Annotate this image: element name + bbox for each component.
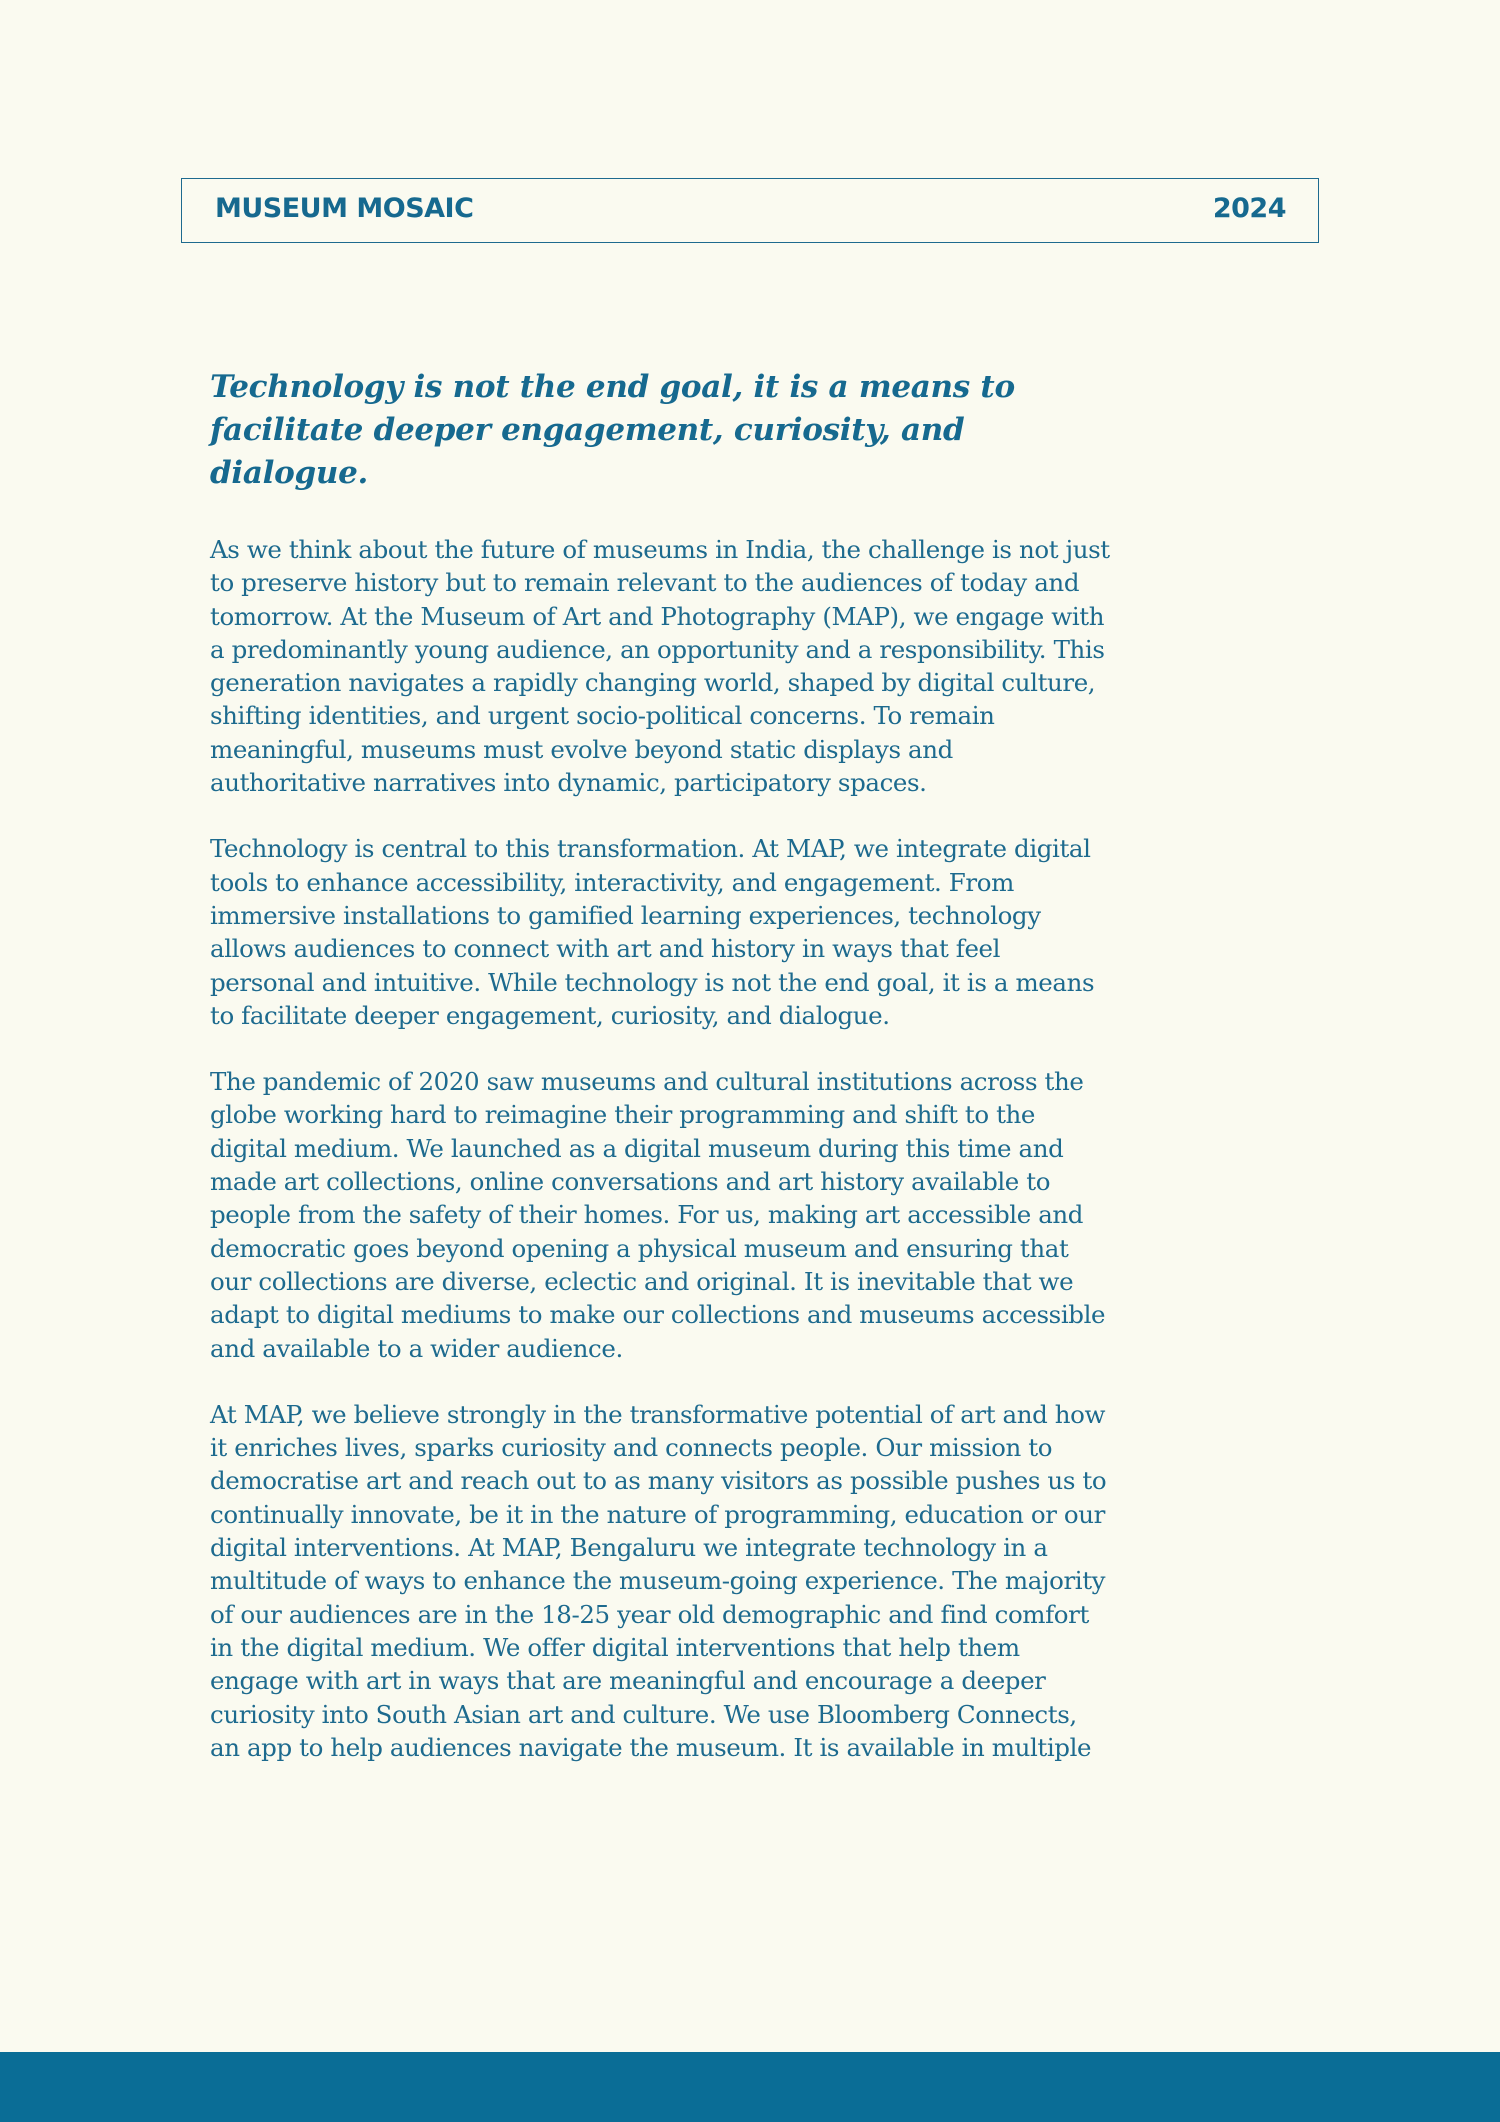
article-body bbox=[210, 366, 1110, 1797]
paragraph-1: As we think about the future of museums in India, the challenge is not just to preserve history but to remain relevant to the audiences of today and tomorrow. At the Museum of Art and Photography (MAP), we engage with a predominantly young audience, an opportunity and a responsibility. This generation navigates a rapidly changing world, shaped by digital culture, shifting identities, and urgent socio-political concerns. To remain meaningful, museums must evolve beyond static displays and authoritative narratives into dynamic, participatory spaces. bbox=[210, 535, 1110, 798]
publication-year: 2024 bbox=[1212, 193, 1286, 224]
publication-title: MUSEUM MOSAIC bbox=[215, 193, 474, 224]
header-box bbox=[181, 178, 1319, 243]
pull-quote: Technology is not the end goal, it is a means to facilitate deeper engagement, curiosity, and dialogue. bbox=[210, 369, 1015, 491]
paragraph-2: Technology is central to this transformation. At MAP, we integrate digital tools to enhance accessibility, interactivity, and engagement. From immersive installations to gamified learning experiences, technology allows audiences to connect with art and history in ways that feel personal and intuitive. While technology is not the end goal, it is a means to facilitate deeper engagement, curiosity, and dialogue. bbox=[210, 834, 1095, 1030]
footer-bar bbox=[0, 2052, 1500, 2122]
paragraph-3: The pandemic of 2020 saw museums and cultural institutions across the globe working hard to reimagine their programming and shift to the digital medium. We launched as a digital museum during this time and made art collections, online conversations and art history available to people from the safety of their homes. For us, making art accessible and democratic goes beyond opening a physical museum and ensuring that our collections are diverse, eclectic and original. It is inevitable that we adapt to digital mediums to make our collections and museums accessible and available to a wider audience. bbox=[210, 1067, 1106, 1363]
paragraph-4: At MAP, we believe strongly in the transformative potential of art and how it enriches lives, sparks curiosity and connects people. Our mission to democratise art and reach out to as many visitors as possible pushes us to continually innovate, be it in the nature of programming, education or our digital interventions. At MAP, Bengaluru we integrate technology in a multitude of ways to enhance the museum-going experience. The majority of our audiences are in the 18-25 year old demographic and find comfort in the digital medium. We offer digital interventions that help them engage with art in ways that are meaningful and encourage a deeper curiosity into South Asian art and culture. We use Bloomberg Connects, an app to help audiences navigate the museum. It is available in multiple bbox=[210, 1399, 1107, 1762]
